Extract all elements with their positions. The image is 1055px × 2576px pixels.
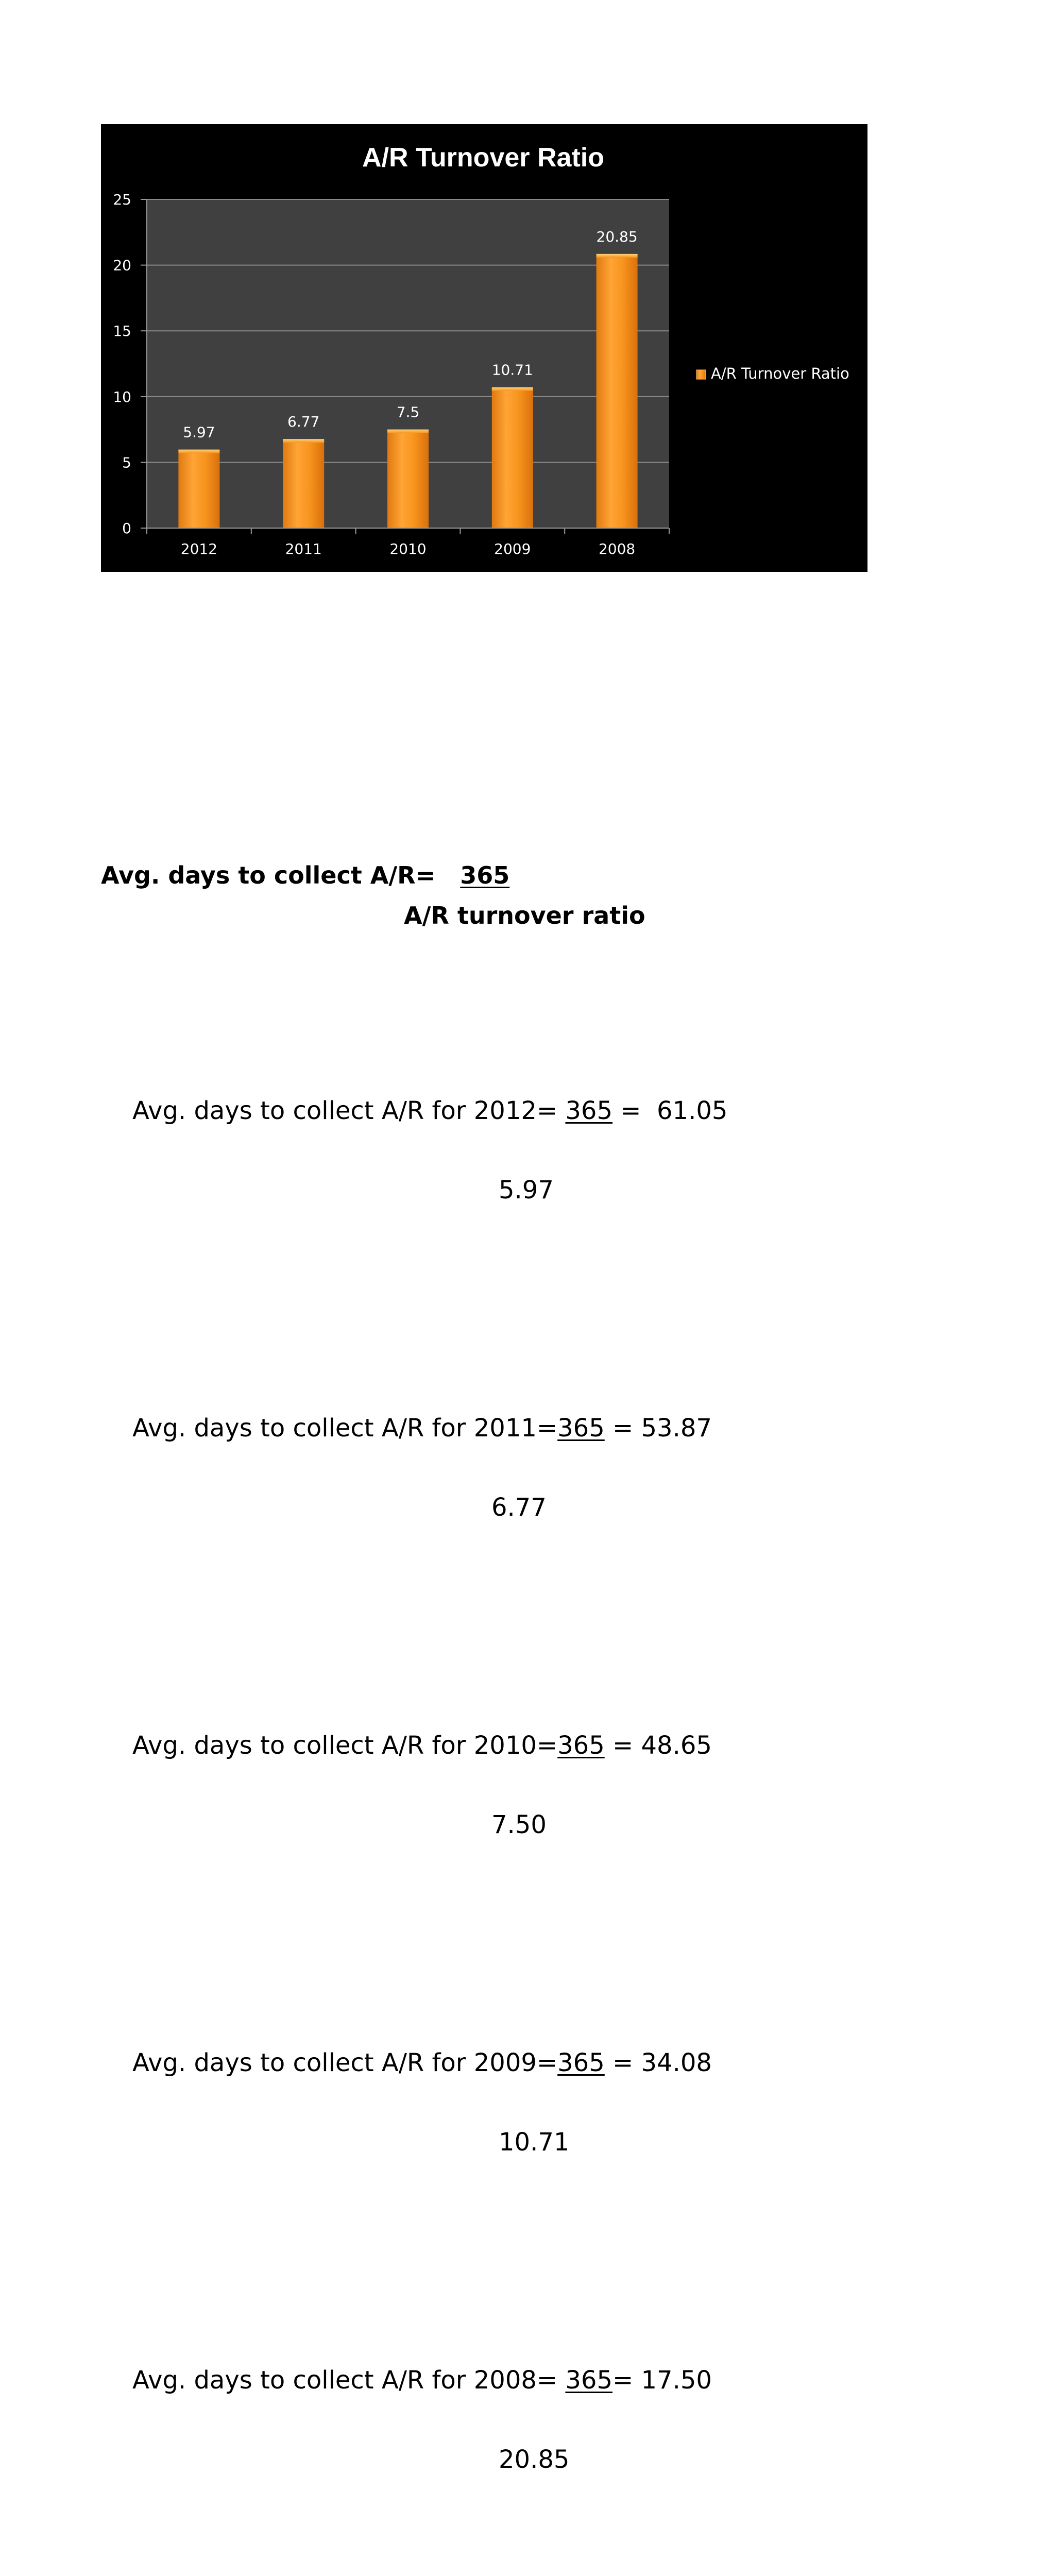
x-tick-label: 2010 xyxy=(389,540,427,557)
bar-cap xyxy=(492,387,533,391)
calc-numerator: 365 xyxy=(565,1096,613,1125)
calculation-2011 xyxy=(101,1369,727,1607)
calc-denominator: 5.97 xyxy=(499,1176,554,1205)
calc-denominator: 10.71 xyxy=(499,2128,570,2157)
bar xyxy=(492,387,533,528)
y-tick-label: 10 xyxy=(113,388,131,405)
legend-swatch xyxy=(696,370,706,379)
data-label: 5.97 xyxy=(183,423,215,441)
formula-denominator: A/R turnover ratio xyxy=(404,902,645,929)
ar-turnover-chart xyxy=(101,124,867,572)
formula-numerator: 365 xyxy=(460,861,510,889)
calculation-2010 xyxy=(101,1686,727,1924)
calc-numerator: 365 xyxy=(557,1731,605,1760)
y-tick-label: 5 xyxy=(122,454,131,471)
x-tick-label: 2012 xyxy=(180,540,218,557)
calc-denominator: 20.85 xyxy=(499,2445,570,2474)
calc-prefix: Avg. days to collect A/R for 2010= xyxy=(132,1731,558,1760)
formula-row xyxy=(101,855,645,895)
formula-block xyxy=(101,855,645,936)
calculations-list xyxy=(101,972,727,2576)
calc-result: = 48.65 xyxy=(604,1731,712,1760)
calculation-2009 xyxy=(101,2004,727,2242)
legend xyxy=(696,365,849,382)
formula-label: Avg. days to collect A/R= xyxy=(101,861,436,889)
calc-result: = 53.87 xyxy=(604,1414,712,1443)
chart-title: A/R Turnover Ratio xyxy=(362,143,604,173)
x-tick-label: 2011 xyxy=(285,540,322,557)
bar-cap xyxy=(597,254,638,258)
calc-prefix: Avg. days to collect A/R for 2009= xyxy=(132,2048,558,2077)
calc-denominator: 6.77 xyxy=(491,1493,547,1522)
x-tick-label: 2008 xyxy=(598,540,636,557)
data-label: 6.77 xyxy=(287,413,320,431)
calculation-2008 xyxy=(101,2321,727,2559)
chart-svg xyxy=(101,124,867,572)
data-label: 10.71 xyxy=(491,361,533,379)
calc-prefix: Avg. days to collect A/R for 2012= xyxy=(132,1096,566,1125)
bar xyxy=(283,439,324,528)
calc-numerator: 365 xyxy=(557,1414,605,1443)
x-tick-label: 2009 xyxy=(494,540,531,557)
calc-prefix: Avg. days to collect A/R for 2008= xyxy=(132,2366,566,2395)
bar xyxy=(387,430,429,528)
bar-cap xyxy=(283,439,324,443)
data-label: 7.5 xyxy=(396,403,420,421)
calc-result: = 61.05 xyxy=(612,1096,728,1125)
calc-result: = 17.50 xyxy=(612,2366,712,2395)
calc-numerator: 365 xyxy=(565,2366,613,2395)
bar-cap xyxy=(178,450,219,453)
y-tick-label: 25 xyxy=(113,191,131,208)
y-tick-label: 0 xyxy=(122,520,131,537)
data-label: 20.85 xyxy=(596,228,638,245)
y-tick-label: 20 xyxy=(113,257,131,274)
bar-cap xyxy=(387,430,429,433)
calc-denominator: 7.50 xyxy=(491,1810,547,1839)
calc-prefix: Avg. days to collect A/R for 2011= xyxy=(132,1414,558,1443)
calc-numerator: 365 xyxy=(557,2048,605,2077)
legend-label: A/R Turnover Ratio xyxy=(711,365,849,382)
calc-result: = 34.08 xyxy=(604,2048,712,2077)
calculation-2012 xyxy=(101,1052,727,1290)
bar xyxy=(597,254,638,528)
bar xyxy=(178,450,219,528)
y-tick-label: 15 xyxy=(113,323,131,340)
